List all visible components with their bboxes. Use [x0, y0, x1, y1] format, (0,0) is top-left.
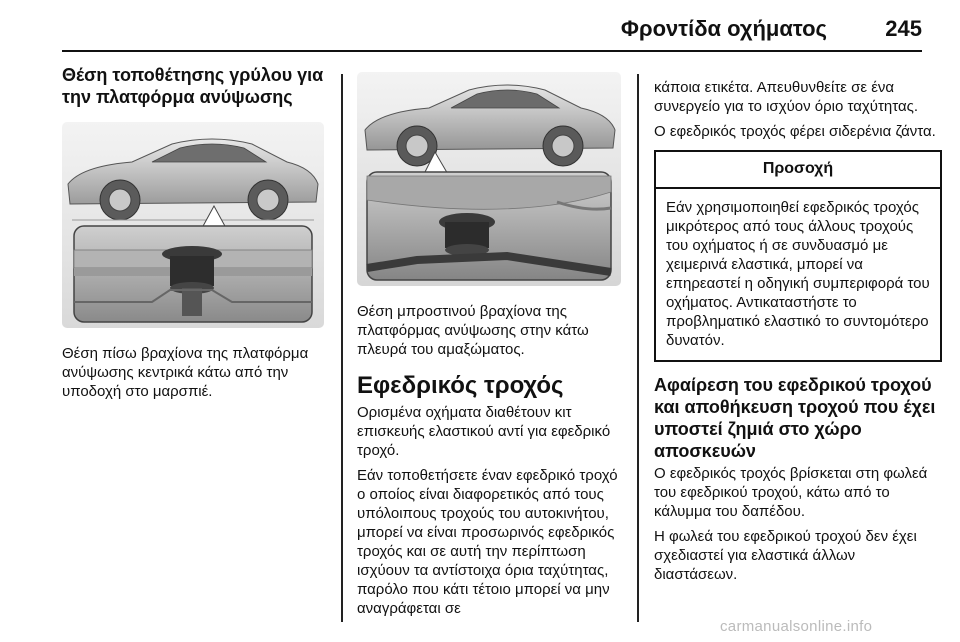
jack-position-heading: Θέση τοποθέτησης γρύλου για την πλατφόρμα ανύψωσης — [62, 65, 324, 107]
rear-lift-arm-illustration — [62, 122, 324, 328]
page-number: 245 — [885, 16, 922, 41]
column-divider-1 — [341, 74, 343, 622]
spare-wheel-paragraph-2: Εάν τοποθετήσετε έναν εφεδρικό τροχό ο οποίος είναι διαφορετικός από τους υπόλοιπους τροχούς του αυτοκινήτου, μπορεί να είναι προσωρινός εφεδρικός τροχός και σε αυτή την περίπτωση ισχύουν τα αντίστοιχα όρια ταχύτητας, παρόλο που κάτι τέτοιο μπορεί να μην αναγράφεται σε — [357, 467, 618, 617]
column-divider-2 — [637, 74, 639, 622]
header-title: Φροντίδα οχήματος — [620, 16, 827, 41]
continued-paragraph: κάποια ετικέτα. Απευθυνθείτε σε ένα συνεργείο για το ισχύον όριο ταχύτητας. — [654, 79, 919, 115]
remove-spare-wheel-heading: Αφαίρεση του εφεδρικού τροχού και αποθήκευση τροχού που έχει υποστεί ζημιά στο χώρο αποσκευών — [654, 375, 936, 461]
spare-wheel-paragraph-1: Ορισμένα οχήματα διαθέτουν κιτ επισκευής ελαστικού αντί για εφεδρικό τροχό. — [357, 404, 611, 459]
caution-title: Προσοχή — [656, 152, 940, 189]
rear-lift-arm-figure — [62, 122, 324, 328]
rear-lift-arm-caption: Θέση πίσω βραχίονα της πλατφόρμα ανύψωσης κεντρικά κάτω από την υποδοχή στο μαρσπιέ. — [62, 345, 309, 400]
column-2 — [357, 64, 619, 618]
column-1 — [62, 64, 324, 401]
steel-rim-paragraph: Ο εφεδρικός τροχός φέρει σιδερένια ζάντα. — [654, 123, 936, 140]
caution-text: Εάν χρησιμοποιηθεί εφεδρικός τροχός μικρότερος από τους άλλους τροχούς του οχήματος ή σε συνδυασμό με χειμερινά ελαστικά, μπορεί να επηρεαστεί η οδηγική συμπεριφορά του οχήματος. Αντικαταστήστε το προβληματικό ελαστικό το συντομότερο δυνατόν. — [666, 199, 930, 349]
watermark-logo: carmanualsonline.info — [720, 618, 873, 635]
caution-box — [654, 150, 942, 362]
spare-wheel-well-paragraph: Η φωλεά του εφεδρικού τροχού δεν έχει σχεδιαστεί για ελαστικά άλλων διαστάσεων. — [654, 528, 917, 583]
page-header — [62, 10, 922, 52]
header-rule — [62, 50, 922, 52]
spare-wheel-heading: Εφεδρικός τροχός — [357, 372, 564, 399]
front-lift-arm-caption: Θέση μπροστινού βραχίονα της πλατφόρμας ανύψωσης στην κάτω πλευρά του αμαξώματος. — [357, 303, 589, 358]
front-lift-arm-illustration — [357, 72, 621, 286]
spare-wheel-location-paragraph: Ο εφεδρικός τροχός βρίσκεται στη φωλεά του εφεδρικού τροχού, κάτω από το κάλυμμα του δαπέδου. — [654, 465, 928, 520]
front-lift-arm-figure — [357, 72, 621, 286]
column-3 — [654, 78, 942, 584]
